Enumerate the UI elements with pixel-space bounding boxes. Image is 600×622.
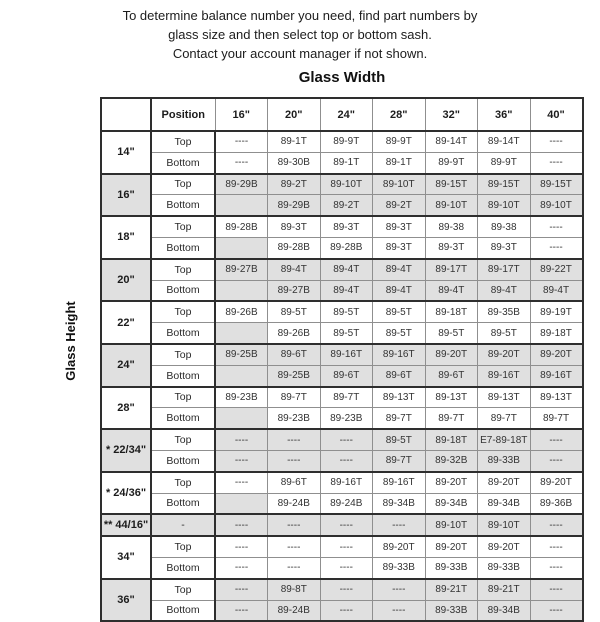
position-cell: Top [151, 579, 215, 600]
part-number-cell: 89-3T [425, 237, 478, 258]
glass-height-cell: 14" [101, 131, 151, 174]
glass-height-cell: 36" [101, 579, 151, 622]
part-number-cell: ---- [215, 429, 268, 450]
intro-line-1: To determine balance number you need, find part numbers by [122, 8, 478, 23]
table-row [101, 195, 583, 216]
part-number-cell: 89-3T [478, 237, 531, 258]
intro-line-2: glass size and then select top or bottom sash. [168, 27, 432, 42]
table-row [101, 557, 583, 578]
part-number-cell: 89-16T [320, 472, 373, 493]
part-number-cell: 89-29B [215, 174, 268, 195]
part-number-cell: ---- [320, 514, 373, 536]
position-cell: Bottom [151, 557, 215, 578]
table-row [101, 429, 583, 450]
table-row [101, 174, 583, 195]
part-number-cell: 89-33B [478, 450, 531, 471]
intro-line-3: Contact your account manager if not shown. [172, 46, 428, 61]
part-number-cell: 89-9T [320, 131, 373, 152]
part-number-cell: 89-9T [425, 152, 478, 173]
position-cell: Bottom [151, 323, 215, 344]
part-number-cell: 89-15T [530, 174, 583, 195]
part-number-cell: 89-7T [530, 408, 583, 429]
part-number-cell: 89-32B [425, 450, 478, 471]
part-number-cell: 89-38 [425, 216, 478, 237]
part-number-cell: 89-13T [530, 387, 583, 408]
part-number-cell: 89-25B [268, 365, 321, 386]
part-number-cell [215, 237, 268, 258]
part-number-cell: 89-4T [373, 259, 426, 280]
part-number-cell: 89-10T [530, 195, 583, 216]
table-row [101, 280, 583, 301]
part-number-cell: 89-35B [478, 301, 531, 322]
part-number-cell: 89-17T [478, 259, 531, 280]
part-number-cell: 89-6T [268, 344, 321, 365]
part-number-cell: 89-20T [425, 472, 478, 493]
part-number-cell: 89-21T [478, 579, 531, 600]
part-number-cell: ---- [320, 600, 373, 621]
part-number-cell: 89-34B [478, 493, 531, 514]
part-number-cell: 89-34B [478, 600, 531, 621]
position-cell: Top [151, 301, 215, 322]
part-number-cell: 89-23B [268, 408, 321, 429]
table-row [101, 301, 583, 322]
corner-cell [101, 98, 151, 131]
part-number-cell: ---- [530, 216, 583, 237]
part-number-cell [215, 365, 268, 386]
part-number-cell: 89-8T [268, 579, 321, 600]
position-cell: Bottom [151, 600, 215, 621]
part-number-cell: 89-3T [320, 216, 373, 237]
part-number-cell: 89-24B [320, 493, 373, 514]
part-number-cell: 89-10T [425, 514, 478, 536]
part-number-cell [215, 323, 268, 344]
position-cell: Bottom [151, 195, 215, 216]
part-number-cell: ---- [530, 429, 583, 450]
part-number-cell: 89-6T [373, 365, 426, 386]
part-number-cell: 89-24B [268, 600, 321, 621]
part-number-cell: 89-6T [425, 365, 478, 386]
part-number-cell: 89-20T [530, 344, 583, 365]
part-number-cell: ---- [215, 450, 268, 471]
glass-width-axis-label: Glass Width [298, 69, 386, 86]
part-number-cell: 89-3T [373, 216, 426, 237]
part-number-cell: 89-28B [268, 237, 321, 258]
part-number-cell: 89-36B [530, 493, 583, 514]
part-number-cell: ---- [268, 536, 321, 557]
part-number-cell: 89-5T [373, 429, 426, 450]
glass-height-cell: 28" [101, 387, 151, 430]
part-number-cell: 89-18T [425, 429, 478, 450]
part-number-cell: 89-4T [373, 280, 426, 301]
table-row [101, 472, 583, 493]
part-number-cell: 89-2T [268, 174, 321, 195]
part-number-cell: ---- [215, 579, 268, 600]
part-number-cell: 89-7T [425, 408, 478, 429]
width-header-6: 40" [530, 98, 583, 131]
part-number-cell: 89-5T [320, 323, 373, 344]
part-number-cell: ---- [215, 131, 268, 152]
glass-height-cell: * 22/34" [101, 429, 151, 472]
table-row [101, 131, 583, 152]
part-number-cell: 89-23B [215, 387, 268, 408]
part-number-cell: 89-5T [373, 301, 426, 322]
part-number-cell: 89-26B [268, 323, 321, 344]
part-number-cell: 89-14T [478, 131, 531, 152]
table-row [101, 237, 583, 258]
part-number-cell: ---- [215, 472, 268, 493]
glass-height-cell: 20" [101, 259, 151, 302]
part-number-cell: 89-16T [530, 365, 583, 386]
part-number-cell [215, 195, 268, 216]
part-number-cell: 89-33B [425, 600, 478, 621]
part-number-cell: 89-10T [478, 514, 531, 536]
part-number-cell: E7-89-18T [478, 429, 531, 450]
part-number-cell: 89-9T [373, 131, 426, 152]
position-cell: - [151, 514, 215, 536]
glass-height-cell: 22" [101, 301, 151, 344]
position-cell: Top [151, 174, 215, 195]
position-cell: Top [151, 216, 215, 237]
part-number-cell: 89-5T [320, 301, 373, 322]
part-number-cell: 89-10T [320, 174, 373, 195]
part-number-cell: ---- [320, 557, 373, 578]
part-number-cell: ---- [373, 579, 426, 600]
position-cell: Top [151, 472, 215, 493]
part-number-cell: 89-2T [373, 195, 426, 216]
part-number-cell: 89-18T [425, 301, 478, 322]
part-number-cell: 89-23B [320, 408, 373, 429]
part-number-cell: ---- [530, 600, 583, 621]
part-number-cell: 89-3T [268, 216, 321, 237]
part-number-cell: 89-5T [268, 301, 321, 322]
part-number-cell: ---- [215, 536, 268, 557]
position-cell: Bottom [151, 365, 215, 386]
part-number-cell: ---- [215, 600, 268, 621]
width-header-4: 32" [425, 98, 478, 131]
part-number-cell: 89-22T [530, 259, 583, 280]
position-cell: Top [151, 259, 215, 280]
table-row [101, 600, 583, 621]
glass-height-cell: 16" [101, 174, 151, 217]
table-row [101, 323, 583, 344]
part-number-cell: ---- [320, 429, 373, 450]
part-number-cell: 89-2T [320, 195, 373, 216]
part-number-cell: 89-3T [373, 237, 426, 258]
part-number-cell: 89-7T [373, 408, 426, 429]
part-number-cell: 89-15T [478, 174, 531, 195]
glass-height-cell: 34" [101, 536, 151, 579]
part-number-cell: ---- [530, 557, 583, 578]
part-number-cell: ---- [530, 237, 583, 258]
part-number-cell: ---- [268, 429, 321, 450]
part-number-cell [215, 280, 268, 301]
part-number-cell: 89-38 [478, 216, 531, 237]
part-number-cell: ---- [320, 450, 373, 471]
width-header-3: 28" [373, 98, 426, 131]
part-number-cell: 89-7T [320, 387, 373, 408]
part-number-cell: ---- [373, 600, 426, 621]
table-row [101, 365, 583, 386]
part-number-cell: 89-5T [478, 323, 531, 344]
part-number-cell: 89-16T [478, 365, 531, 386]
glass-height-cell: ** 44/16" [101, 514, 151, 536]
width-header-1: 20" [268, 98, 321, 131]
part-number-cell: 89-20T [425, 344, 478, 365]
width-header-2: 24" [320, 98, 373, 131]
part-number-cell: 89-4T [320, 280, 373, 301]
part-number-cell: ---- [530, 152, 583, 173]
part-number-cell: 89-6T [268, 472, 321, 493]
part-number-cell: 89-10T [425, 195, 478, 216]
part-number-cell: ---- [268, 514, 321, 536]
part-number-cell: 89-20T [373, 536, 426, 557]
part-number-cell: 89-33B [478, 557, 531, 578]
table-row [101, 152, 583, 173]
table-row [101, 344, 583, 365]
table-row [101, 536, 583, 557]
part-number-cell: 89-5T [425, 323, 478, 344]
part-number-cell: 89-7T [478, 408, 531, 429]
part-number-cell: 89-4T [425, 280, 478, 301]
part-number-cell: 89-7T [268, 387, 321, 408]
part-number-cell: ---- [373, 514, 426, 536]
glass-height-cell: 24" [101, 344, 151, 387]
part-number-cell: 89-5T [373, 323, 426, 344]
part-number-cell: 89-20T [478, 344, 531, 365]
part-number-cell: ---- [268, 450, 321, 471]
part-number-cell: ---- [530, 579, 583, 600]
part-number-cell: 89-10T [478, 195, 531, 216]
position-cell: Top [151, 429, 215, 450]
part-number-cell: 89-4T [320, 259, 373, 280]
part-number-cell: 89-20T [530, 472, 583, 493]
table-row [101, 408, 583, 429]
position-cell: Bottom [151, 493, 215, 514]
part-number-cell: ---- [268, 557, 321, 578]
position-cell: Bottom [151, 152, 215, 173]
part-number-cell: 89-1T [268, 131, 321, 152]
position-header-cell: Position [151, 98, 215, 131]
part-number-cell: 89-7T [373, 450, 426, 471]
part-number-cell: 89-28B [320, 237, 373, 258]
part-number-cell: ---- [530, 514, 583, 536]
glass-height-axis-label: Glass Height [63, 301, 78, 381]
part-number-cell: 89-10T [373, 174, 426, 195]
table-row [101, 387, 583, 408]
part-number-cell: 89-6T [320, 365, 373, 386]
part-number-cell: 89-4T [530, 280, 583, 301]
part-number-cell: 89-30B [268, 152, 321, 173]
part-number-cell [215, 408, 268, 429]
part-number-cell: 89-15T [425, 174, 478, 195]
width-header-0: 16" [215, 98, 268, 131]
part-number-cell: 89-26B [215, 301, 268, 322]
part-number-cell: 89-20T [425, 536, 478, 557]
part-number-cell: 89-13T [425, 387, 478, 408]
position-cell: Top [151, 131, 215, 152]
position-cell: Bottom [151, 237, 215, 258]
part-number-cell: ---- [215, 152, 268, 173]
part-number-cell: ---- [215, 557, 268, 578]
part-number-cell: 89-33B [373, 557, 426, 578]
part-number-cell: 89-20T [478, 472, 531, 493]
table-row [101, 216, 583, 237]
table-row [101, 514, 583, 536]
part-number-cell: 89-13T [373, 387, 426, 408]
part-number-cell: 89-18T [530, 323, 583, 344]
table-body [101, 131, 583, 621]
part-number-cell: 89-1T [373, 152, 426, 173]
balance-parts-table [100, 97, 584, 622]
position-cell: Top [151, 387, 215, 408]
part-number-cell: 89-14T [425, 131, 478, 152]
part-number-cell: 89-16T [320, 344, 373, 365]
part-number-cell: 89-24B [268, 493, 321, 514]
part-number-cell [215, 493, 268, 514]
part-number-cell: 89-29B [268, 195, 321, 216]
glass-height-cell: 18" [101, 216, 151, 259]
position-cell: Bottom [151, 450, 215, 471]
part-number-cell: 89-27B [268, 280, 321, 301]
position-cell: Top [151, 536, 215, 557]
position-cell: Top [151, 344, 215, 365]
part-number-cell: ---- [215, 514, 268, 536]
part-number-cell: 89-4T [268, 259, 321, 280]
width-header-5: 36" [478, 98, 531, 131]
part-number-cell: 89-25B [215, 344, 268, 365]
part-number-cell: ---- [530, 450, 583, 471]
part-number-cell: 89-33B [425, 557, 478, 578]
part-number-cell: 89-27B [215, 259, 268, 280]
intro-text [0, 6, 600, 63]
part-number-cell: 89-34B [425, 493, 478, 514]
glass-height-cell: * 24/36" [101, 472, 151, 515]
table-row [101, 450, 583, 471]
table-row [101, 259, 583, 280]
part-number-cell: ---- [320, 579, 373, 600]
part-number-cell: 89-9T [478, 152, 531, 173]
part-number-cell: 89-16T [373, 472, 426, 493]
part-number-cell: 89-19T [530, 301, 583, 322]
position-cell: Bottom [151, 408, 215, 429]
part-number-cell: 89-16T [373, 344, 426, 365]
part-number-cell: ---- [530, 536, 583, 557]
part-number-cell: ---- [320, 536, 373, 557]
part-number-cell: ---- [530, 131, 583, 152]
part-number-cell: 89-34B [373, 493, 426, 514]
table-row [101, 579, 583, 600]
part-number-cell: 89-1T [320, 152, 373, 173]
part-number-cell: 89-28B [215, 216, 268, 237]
part-number-cell: 89-21T [425, 579, 478, 600]
part-number-cell: 89-4T [478, 280, 531, 301]
position-cell: Bottom [151, 280, 215, 301]
table-row [101, 493, 583, 514]
part-number-cell: 89-13T [478, 387, 531, 408]
part-number-cell: 89-20T [478, 536, 531, 557]
table-header-row [101, 98, 583, 131]
part-number-cell: 89-17T [425, 259, 478, 280]
